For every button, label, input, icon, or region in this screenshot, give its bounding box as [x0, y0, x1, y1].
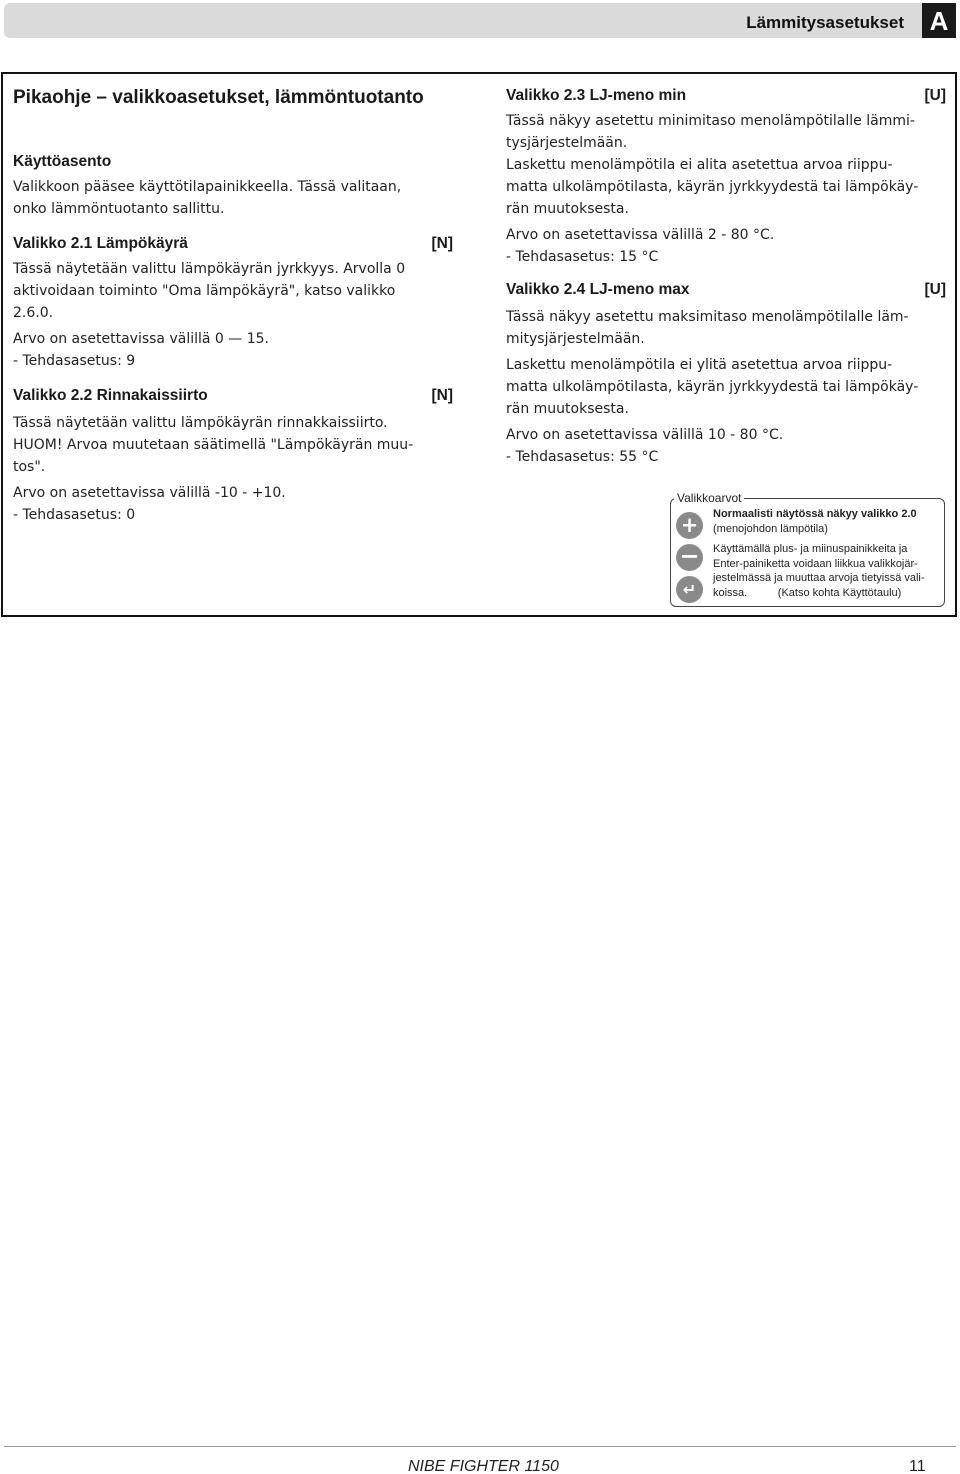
paragraph-line: rän muutoksesta. — [506, 201, 629, 217]
paragraph-line: Tässä näytetään valittu lämpökäyrän rinnakkaissiirto. — [13, 415, 388, 431]
plus-button-icon: + — [676, 512, 703, 539]
paragraph-line: Tässä näkyy asetettu maksimitaso menolämpötilalle läm- — [506, 309, 909, 325]
right-column — [506, 86, 946, 468]
menu-values-label: Valikkoarvot — [674, 491, 744, 505]
paragraph-line: Laskettu menolämpötila ei alita asetettua arvoa riippu- — [506, 157, 893, 173]
factory-default: - Tehdasasetus: 15 °C — [506, 249, 659, 265]
body-line: koissa. (Katso kohta Käyttötaulu) — [713, 586, 902, 599]
page-number: 11 — [909, 1458, 926, 1474]
section-tab: A — [922, 3, 956, 38]
header-bar — [4, 3, 956, 38]
minus-button-icon: − — [676, 544, 703, 571]
paragraph-line: Tässä näytetään valittu lämpökäyrän jyrkkyys. Arvolla 0 — [13, 261, 406, 277]
section-kayttoasento — [13, 152, 453, 220]
left-column — [13, 86, 453, 526]
factory-default: - Tehdasasetus: 9 — [13, 353, 136, 369]
paragraph-line: Valikkoon pääsee käyttötilapainikkeella. Tässä valitaan, — [13, 179, 402, 195]
section-valikko-2-2 — [13, 386, 453, 526]
paragraph-line: matta ulkolämpötilasta, käyrän jyrkkyydestä tai lämpökäy- — [506, 379, 919, 395]
menu-values-bold-line: Normaalisti näytössä näkyy valikko 2.0 — [713, 508, 917, 520]
access-level-tag: [U] — [924, 87, 946, 104]
access-level-tag: [N] — [431, 235, 453, 252]
body-line: Enter-painiketta voidaan liikkua valikkojär- — [713, 557, 918, 570]
section-heading: Valikko 2.2 Rinnakaissiirto [N] — [13, 387, 453, 404]
menu-values-body — [713, 542, 941, 600]
header-title: Lämmitysasetukset — [746, 13, 904, 32]
paragraph-line: tos". — [13, 459, 46, 475]
paragraph-line: matta ulkolämpötilasta, käyrän jyrkkyydestä tai lämpökäy- — [506, 179, 919, 195]
section-heading: Valikko 2.4 LJ-meno max [U] — [506, 281, 946, 298]
paragraph-line: rän muutoksesta. — [506, 401, 629, 417]
value-range: Arvo on asetettavissa välillä -10 - +10. — [13, 485, 286, 501]
value-range: Arvo on asetettavissa välillä 2 - 80 °C. — [506, 227, 775, 243]
factory-default: - Tehdasasetus: 55 °C — [506, 449, 659, 465]
section-valikko-2-1 — [13, 234, 453, 372]
access-level-tag: [U] — [924, 281, 946, 298]
paragraph-line: mitysjärjestelmään. — [506, 331, 645, 347]
section-valikko-2-3 — [506, 86, 946, 268]
value-range: Arvo on asetettavissa välillä 10 - 80 °C. — [506, 427, 784, 443]
section-heading: Käyttöasento — [13, 153, 112, 170]
body-line: Käyttämällä plus- ja miinuspainikkeita ja — [713, 543, 908, 555]
body-line: jestelmässä ja muuttaa arvoja tietyissä vali- — [713, 572, 925, 584]
paragraph-line: tysjärjestelmään. — [506, 135, 628, 151]
paragraph-line: Tässä näkyy asetettu minimitaso menolämpötilalle lämmi- — [506, 113, 915, 129]
paragraph-line: 2.6.0. — [13, 305, 54, 321]
footer-product-name: NIBE FIGHTER 1150 — [408, 1458, 559, 1474]
page-title: Pikaohje – valikkoasetukset, lämmöntuotanto — [13, 87, 424, 108]
footer-divider — [4, 1446, 956, 1447]
value-range: Arvo on asetettavissa välillä 0 — 15. — [13, 331, 269, 347]
menu-values-sub-line: (menojohdon lämpötila) — [713, 523, 828, 535]
factory-default: - Tehdasasetus: 0 — [13, 507, 136, 523]
section-heading: Valikko 2.3 LJ-meno min [U] — [506, 87, 946, 104]
section-valikko-2-4 — [506, 280, 946, 468]
access-level-tag: [N] — [431, 387, 453, 404]
section-heading: Valikko 2.1 Lämpökäyrä [N] — [13, 235, 453, 252]
paragraph-line: HUOM! Arvoa muutetaan säätimellä "Lämpökäyrän muu- — [13, 437, 414, 453]
paragraph-line: onko lämmöntuotanto sallittu. — [13, 201, 225, 217]
paragraph-line: Laskettu menolämpötila ei ylitä asetettua arvoa riippu- — [506, 357, 893, 373]
enter-button-icon: ↵ — [676, 576, 703, 603]
paragraph-line: aktivoidaan toiminto "Oma lämpökäyrä", katso valikko — [13, 283, 396, 299]
